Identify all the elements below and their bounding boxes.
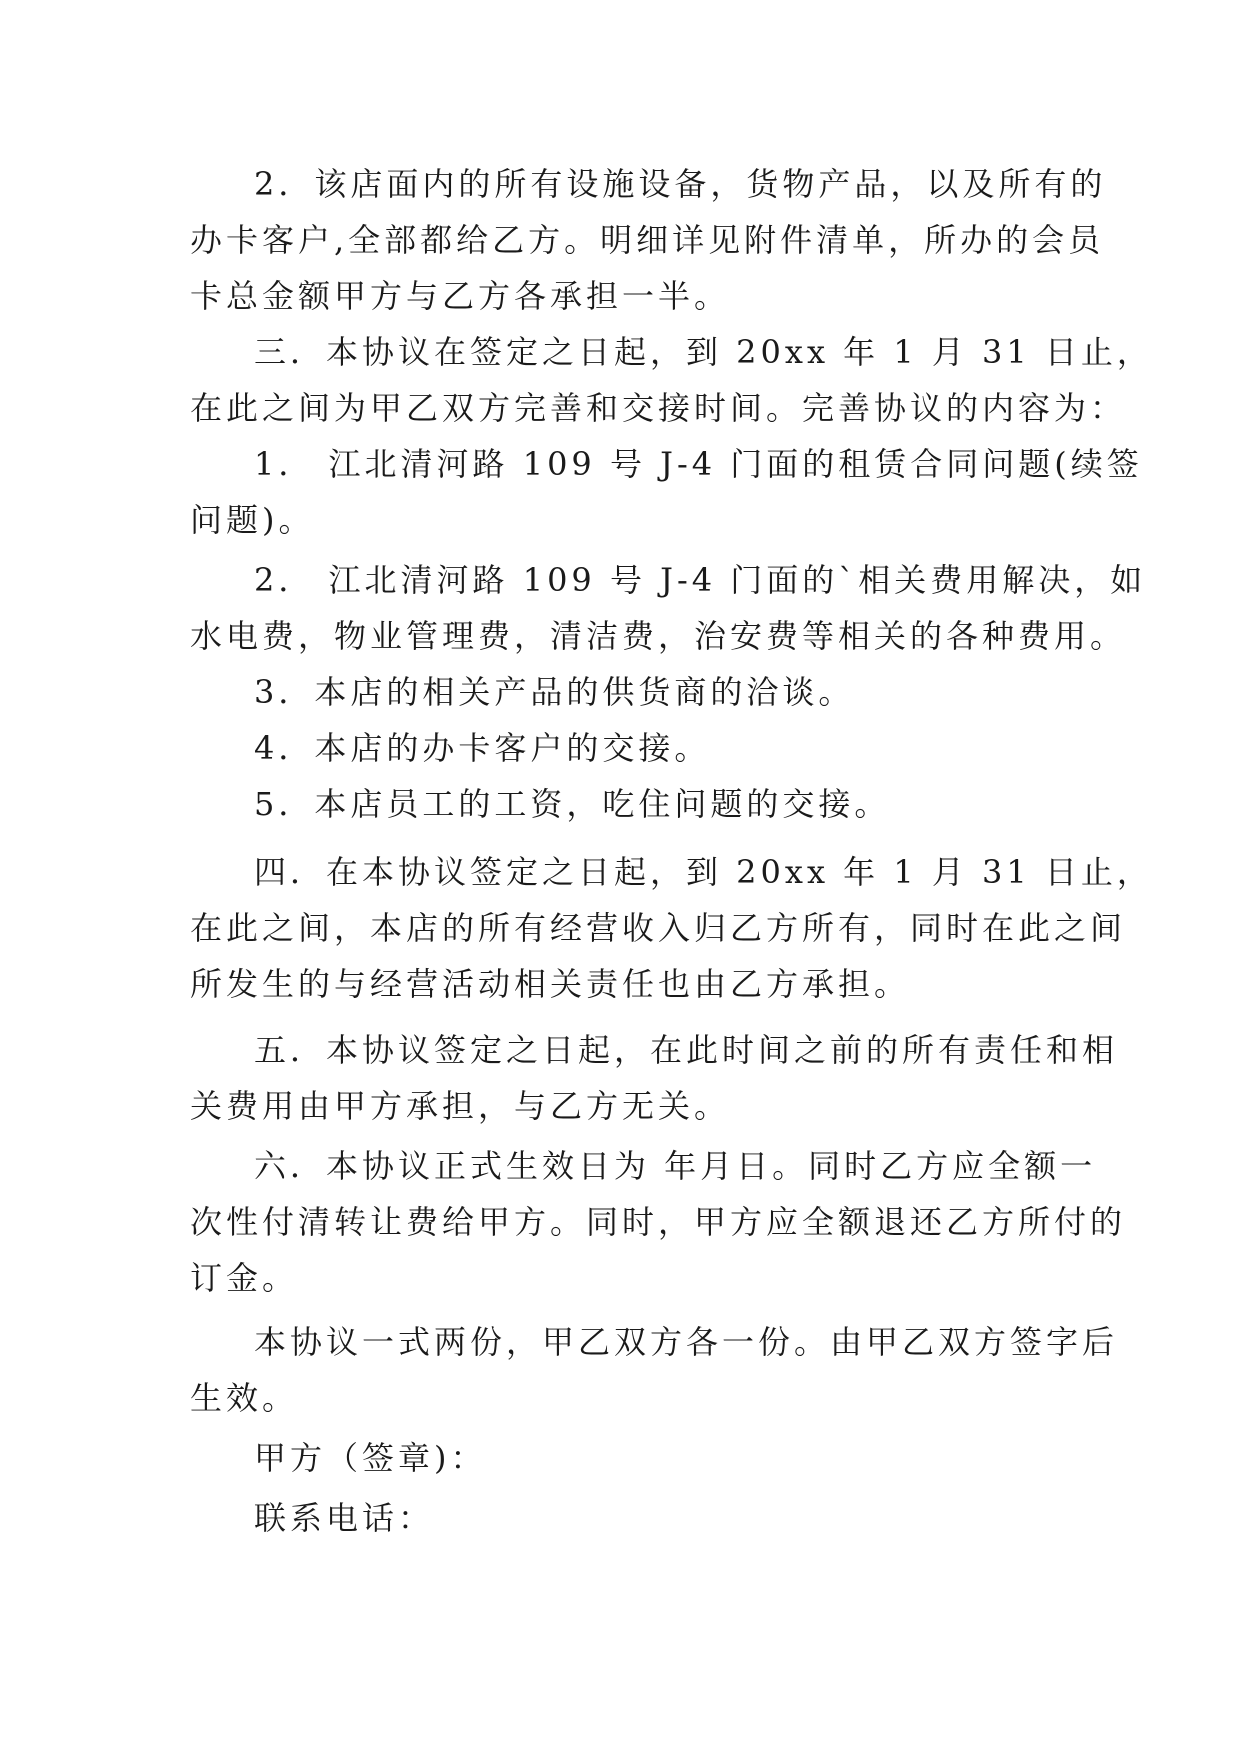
item-5-line: 5．本店员工的工资，吃住问题的交接。 — [254, 785, 891, 823]
copies-line-2: 生效。 — [190, 1379, 299, 1417]
item-1-line-1: 1． 江北清河路 109 号 J-4 门面的租赁合同问题(续签 — [254, 445, 1143, 483]
section-4-line-2: 在此之间，本店的所有经营收入归乙方所有，同时在此之间 — [190, 909, 1127, 947]
item-1-line-2: 问题)。 — [190, 501, 315, 539]
copies-line-1: 本协议一式两份，甲乙双方各一份。由甲乙双方签字后 — [254, 1323, 1119, 1361]
section-4-line-3: 所发生的与经营活动相关责任也由乙方承担。 — [190, 965, 911, 1003]
clause-2-line-3: 卡总金额甲方与乙方各承担一半。 — [190, 277, 731, 315]
section-3-line-2: 在此之间为甲乙双方完善和交接时间。完善协议的内容为： — [190, 389, 1127, 427]
party-a-signature-label: 甲方（签章)： — [254, 1439, 487, 1477]
section-5-line-2: 关费用由甲方承担，与乙方无关。 — [190, 1087, 731, 1125]
contact-phone-label: 联系电话： — [254, 1499, 435, 1537]
section-3-line-1: 三．本协议在签定之日起，到 20xx 年 1 月 31 日止， — [254, 333, 1153, 371]
clause-2-line-1: 2．该店面内的所有设施设备，货物产品，以及所有的 — [254, 165, 1107, 203]
clause-2-line-2: 办卡客户,全部都给乙方。明细详见附件清单，所办的会员 — [190, 221, 1105, 259]
item-2-line-1: 2． 江北清河路 109 号 J-4 门面的`相关费用解决，如 — [254, 561, 1147, 599]
section-6-line-3: 订金。 — [190, 1259, 299, 1297]
section-6-line-1: 六．本协议正式生效日为 年月日。同时乙方应全额一 — [254, 1147, 1097, 1185]
section-4-line-1: 四．在本协议签定之日起，到 20xx 年 1 月 31 日止， — [254, 853, 1153, 891]
section-6-line-2: 次性付清转让费给甲方。同时，甲方应全额退还乙方所付的 — [190, 1203, 1127, 1241]
section-5-line-1: 五．本协议签定之日起，在此时间之前的所有责任和相 — [254, 1031, 1119, 1069]
item-2-line-2: 水电费，物业管理费，清洁费，治安费等相关的各种费用。 — [190, 617, 1127, 655]
item-3-line: 3．本店的相关产品的供货商的洽谈。 — [254, 673, 855, 711]
item-4-line: 4．本店的办卡客户的交接。 — [254, 729, 711, 767]
